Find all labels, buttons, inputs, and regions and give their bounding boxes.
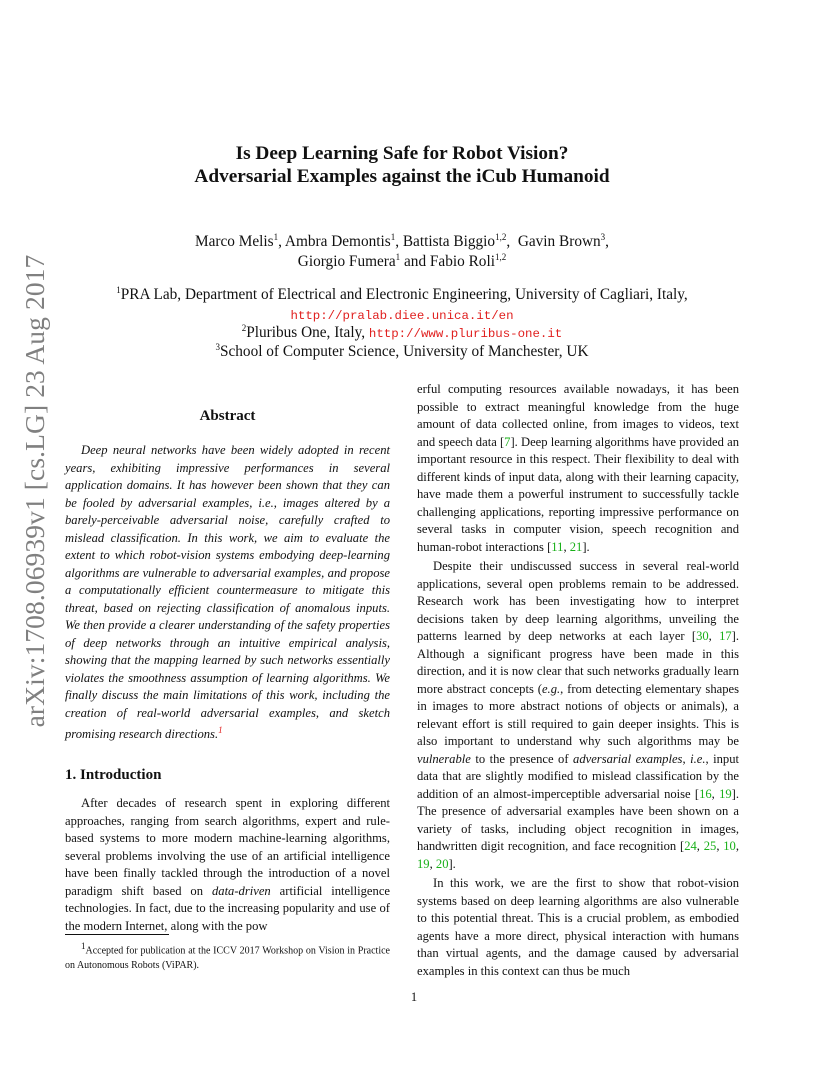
body-text: ]. The presence of adversarial examples have been shown on a variety of tasks, including object recognition in images, handwritten digit recognition, and face recognition [ — [417, 786, 739, 853]
affiliation-2-url[interactable]: http://www.pluribus-one.it — [368, 327, 563, 342]
citation-separator: , — [716, 839, 724, 853]
aff-sup: 3 — [215, 342, 220, 352]
body-emphasis: adversarial examples — [573, 751, 683, 766]
body-text: erful computing resources available nowadays, it has been possible to extract meaningful knowledge from the huge amount of data collected online, from images to videos, text and speech data [ — [417, 382, 739, 449]
citation-separator: , — [708, 629, 720, 643]
affiliation-1-text: PRA Lab, Department of Electrical and Electronic Engineering, University of Cagliari, Italy, — [120, 286, 688, 304]
body-text: Despite their undiscussed success in several real-world applications, several open problems remain to be addressed. Research work has been investigating how to interpret decisions taken by deep learning algorithms, unveiling the patterns learned by deep networks at each layer [ — [417, 559, 739, 643]
author-sup: 3 — [600, 232, 606, 242]
citation-link[interactable]: 7 — [504, 434, 511, 449]
author-roli: Fabio Roli — [429, 253, 495, 271]
body-text: ]. — [448, 856, 456, 871]
authors-line2 — [100, 252, 704, 271]
body-emphasis: e.g. — [541, 681, 561, 696]
intro-heading: 1. Introduction — [65, 767, 162, 783]
arxiv-stamp-text: arXiv:1708.06939v1 [cs.LG] 23 Aug 2017 — [19, 254, 50, 728]
citation-separator: , — [429, 856, 436, 871]
citation-link[interactable]: 19 — [417, 856, 430, 871]
footnote-text: Accepted for publication at the ICCV 2017 Workshop on Vision in Practice on Autonomous Robots (ViPAR). — [65, 945, 390, 971]
author-sup: 1 — [390, 232, 396, 242]
footnote — [65, 939, 390, 973]
citation-link[interactable]: 21 — [569, 539, 583, 554]
affiliation-3 — [100, 342, 704, 361]
paper-title-line2: Adversarial Examples against the iCub Humanoid — [194, 166, 610, 187]
body-emphasis: vulnerable — [417, 751, 471, 766]
author-biggio: Battista Biggio — [402, 233, 496, 251]
author-sup: 1,2 — [495, 232, 507, 242]
paper-title-line1: Is Deep Learning Safe for Robot Vision? — [235, 143, 569, 164]
author-sup: 1 — [395, 252, 401, 262]
citation-link[interactable]: 20 — [435, 856, 449, 871]
affiliation-2-text: Pluribus One, Italy, — [246, 324, 369, 342]
author-demontis: Ambra Demontis — [284, 233, 391, 251]
intro-body — [65, 795, 390, 935]
citation-link[interactable]: 19 — [719, 786, 732, 801]
author-sup: 1 — [273, 232, 279, 242]
citation-link[interactable]: 30 — [696, 629, 709, 643]
body-text: , — [682, 751, 691, 766]
aff-sup: 2 — [241, 323, 247, 333]
body-text: ]. — [582, 539, 590, 554]
citation-link[interactable]: 11 — [551, 539, 564, 554]
author-fumera: Giorgio Fumera — [297, 253, 396, 271]
affiliation-1-url-line — [100, 306, 704, 324]
body-text: ]. Although a significant progress have been made in this direction, and it is now clear that such networks gradually learn more abstract concepts ( — [417, 629, 740, 696]
affiliation-1 — [100, 285, 704, 304]
citation-separator: , — [735, 839, 739, 853]
body-text: ]. Deep learning algorithms have provided an important resource in this respect. Their flexibility to deal with different kinds of input data, along with their learning capacity, have made them a powerful instrument to successfully tackle challenging applications, reporting impressive performance on several tasks in computer vision, speech recognition and human-robot interactions [ — [417, 434, 739, 554]
citation-link[interactable]: 16 — [699, 786, 712, 801]
body-text: to the presence of — [470, 751, 574, 766]
affiliation-3-text: School of Computer Science, University of Manchester, UK — [219, 343, 589, 361]
abstract-body — [65, 442, 390, 744]
affiliation-1-url[interactable]: http://pralab.diee.unica.it/en — [290, 309, 514, 323]
citation-link[interactable]: 17 — [719, 629, 732, 643]
author-brown: Gavin Brown — [517, 233, 601, 251]
authors-and: and — [404, 253, 427, 271]
citation-separator: , — [563, 539, 570, 554]
body-text: , from detecting elementary shapes in images to more abstract notions of objects or animals), a relevant effort is still required to gain deeper insights. This is also important to understand why such algorithms may be — [417, 681, 739, 748]
citation-separator: , — [711, 786, 720, 801]
affiliation-2 — [100, 323, 704, 342]
abstract-footnote-mark[interactable]: 1 — [218, 725, 223, 735]
body-emphasis: i.e. — [690, 751, 706, 766]
page-number: 1 — [410, 990, 418, 1004]
citation-separator: , — [696, 839, 704, 853]
body-text: In this work, we are the first to show that robot-vision systems based on deep learning algorithms are also vulnerable to this potential threat. This is a crucial problem, as embodied agents have a more direct, physical interaction with humans than virtual agents, and the damage caused by adversarial examples in this context can thus be much — [417, 876, 739, 978]
right-column — [417, 381, 739, 980]
body-text: , input data that are slightly modified to mislead classification by the addition of an almost-imperceptible adversarial noise [ — [417, 751, 740, 801]
citation-link[interactable]: 24 — [684, 839, 697, 853]
abstract-heading: Abstract — [199, 408, 256, 424]
arxiv-stamp — [18, 254, 52, 728]
intro-emphasis: data-driven — [211, 883, 271, 898]
intro-text: After decades of research spent in exploring different approaches, ranging from search algorithms, expert and rule-based systems to more modern machine-learning algorithms, several problems involving the use of an artificial intelligence have been finally tackled through the introduction of a novel paradigm shift based on — [65, 796, 390, 898]
footnote-mark: 1 — [81, 941, 86, 951]
footnote-rule — [65, 934, 169, 935]
authors-line1: Marco Melis$^1$, Ambra Demontis$^1$, Battista Biggio$^{1,2}$, Gavin Brown$^3$, — [195, 232, 609, 251]
abstract-text: Deep neural networks have been widely adopted in recent years, exhibiting impressive performances in several application domains. It has however been shown that they can be fooled by adversarial examples, i.e., images altered by a barely-perceivable adversarial noise, carefully crafted to mislead classification. In this work, we aim to evaluate the extent to which robot-vision systems embodying deep-learning algorithms are vulnerable to adversarial examples, and propose a computationally efficient countermeasure to mitigate this threat, based on rejecting classification of anomalous inputs. We then provide a clearer understanding of the safety properties of deep networks through an intuitive empirical analysis, showing that the mapping learned by such networks essentially violates the smoothness assumption of learning algorithms. We finally discuss the main limitations of this work, including the creation of real-world adversarial examples, and sketch promising research directions. — [65, 443, 390, 742]
citation-link[interactable]: 25 — [703, 839, 717, 853]
citation-link[interactable]: 10 — [723, 839, 736, 853]
intro-text: artificial intelligence technologies. In fact, due to the increasing popularity and use of the modern Internet, along with the pow — [65, 883, 390, 933]
aff-sup: 1 — [116, 285, 121, 295]
author-melis: Marco Melis — [195, 233, 274, 251]
author-sup: 1,2 — [494, 252, 507, 262]
